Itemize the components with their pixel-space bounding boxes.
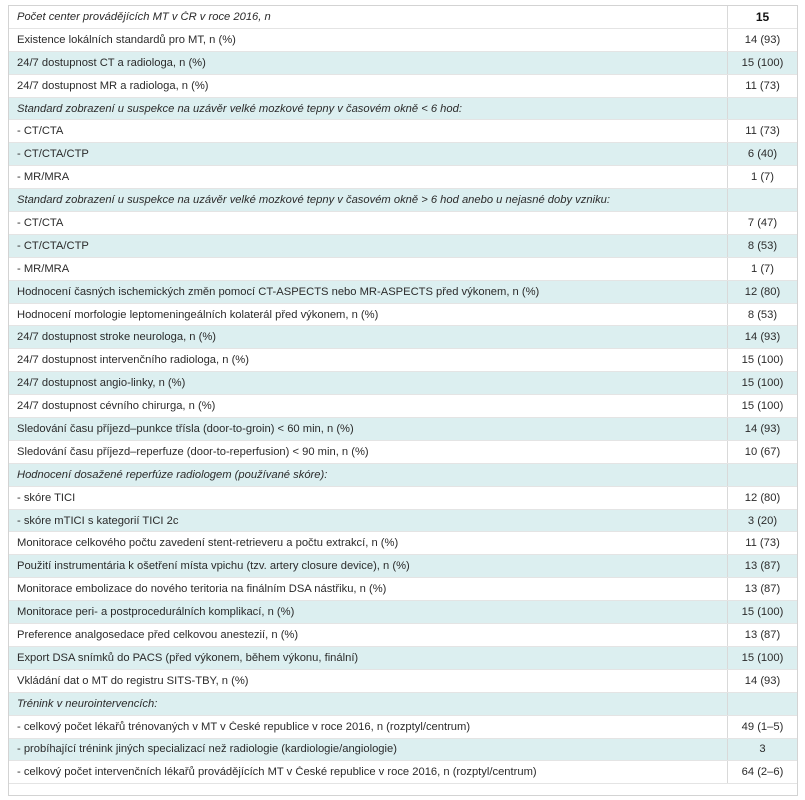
table-row bbox=[9, 166, 797, 189]
table-row bbox=[9, 624, 797, 647]
table-row bbox=[9, 120, 797, 143]
table-body bbox=[9, 6, 797, 784]
row-value: 14 (93) bbox=[727, 29, 797, 51]
table-row bbox=[9, 29, 797, 52]
row-label: - MR/MRA bbox=[17, 262, 70, 275]
row-label: Monitorace embolizace do nového teritoria na finálním DSA nástřiku, n (%) bbox=[17, 583, 387, 596]
table-row bbox=[9, 670, 797, 693]
table-row bbox=[9, 418, 797, 441]
table-row bbox=[9, 235, 797, 258]
row-label: - skóre TICI bbox=[17, 491, 76, 504]
table-row bbox=[9, 716, 797, 739]
table-row bbox=[9, 258, 797, 281]
table-row bbox=[9, 739, 797, 762]
table-row bbox=[9, 578, 797, 601]
row-label: Počet center provádějících MT v ČR v roce 2016, n bbox=[17, 10, 271, 23]
table-row bbox=[9, 395, 797, 418]
table-row bbox=[9, 532, 797, 555]
section-heading-row bbox=[9, 693, 797, 716]
row-value: 8 (53) bbox=[727, 304, 797, 326]
table-row bbox=[9, 487, 797, 510]
row-label: - CT/CTA/CTP bbox=[17, 148, 89, 161]
row-value: 15 bbox=[727, 6, 797, 28]
row-label: - probíhající trénink jiných specializací než radiologie (kardiologie/angiologie) bbox=[17, 743, 397, 756]
table-row bbox=[9, 281, 797, 304]
row-value: 6 (40) bbox=[727, 143, 797, 165]
table-header-row bbox=[9, 6, 797, 29]
row-label: Sledování času příjezd–punkce třísla (door-to-groin) < 60 min, n (%) bbox=[17, 422, 354, 435]
row-label: Monitorace peri- a postprocedurálních komplikací, n (%) bbox=[17, 606, 295, 619]
row-label: Trénink v neurointervencích: bbox=[17, 697, 158, 710]
row-label: - CT/CTA bbox=[17, 216, 64, 229]
row-label: - celkový počet intervenčních lékařů provádějících MT v České republice v roce 2016, n (rozptyl/centrum) bbox=[17, 766, 537, 779]
row-value: 15 (100) bbox=[727, 349, 797, 371]
row-value: 15 (100) bbox=[727, 52, 797, 74]
row-value: 3 (20) bbox=[727, 510, 797, 532]
row-value bbox=[727, 693, 797, 715]
row-value: 12 (80) bbox=[727, 281, 797, 303]
row-value: 13 (87) bbox=[727, 578, 797, 600]
table-row bbox=[9, 555, 797, 578]
row-value: 11 (73) bbox=[727, 532, 797, 554]
row-value bbox=[727, 464, 797, 486]
row-label: Sledování času příjezd–reperfuze (door-to-reperfusion) < 90 min, n (%) bbox=[17, 445, 369, 458]
row-label: 24/7 dostupnost stroke neurologa, n (%) bbox=[17, 331, 217, 344]
row-label: Monitorace celkového počtu zavedení stent-retrieveru a počtu extrakcí, n (%) bbox=[17, 537, 399, 550]
row-label: Standard zobrazení u suspekce na uzávěr velké mozkové tepny v časovém okně > 6 hod anebo u nejasné doby vzniku: bbox=[17, 194, 610, 207]
row-value: 15 (100) bbox=[727, 601, 797, 623]
row-label: - CT/CTA bbox=[17, 125, 64, 138]
table-row bbox=[9, 441, 797, 464]
table-row bbox=[9, 510, 797, 533]
section-heading-row bbox=[9, 98, 797, 121]
row-value: 10 (67) bbox=[727, 441, 797, 463]
table-row bbox=[9, 212, 797, 235]
row-label: Hodnocení časných ischemických změn pomocí CT-ASPECTS nebo MR-ASPECTS před výkonem, n (%) bbox=[17, 285, 540, 298]
table-row bbox=[9, 326, 797, 349]
row-label: Použití instrumentária k ošetření místa vpichu (tzv. artery closure device), n (%) bbox=[17, 560, 410, 573]
table-row bbox=[9, 372, 797, 395]
table-row bbox=[9, 761, 797, 784]
row-value: 3 bbox=[727, 739, 797, 761]
table-row bbox=[9, 601, 797, 624]
row-label: 24/7 dostupnost angio-linky, n (%) bbox=[17, 377, 186, 390]
row-label: - CT/CTA/CTP bbox=[17, 239, 89, 252]
row-label: Preference analgosedace před celkovou anestezií, n (%) bbox=[17, 628, 299, 641]
row-value: 13 (87) bbox=[727, 555, 797, 577]
row-label: 24/7 dostupnost cévního chirurga, n (%) bbox=[17, 400, 216, 413]
row-value bbox=[727, 98, 797, 120]
row-value: 14 (93) bbox=[727, 418, 797, 440]
row-label: Existence lokálních standardů pro MT, n (%) bbox=[17, 33, 236, 46]
table-row bbox=[9, 647, 797, 670]
row-value: 64 (2–6) bbox=[727, 761, 797, 783]
row-label: Export DSA snímků do PACS (před výkonem, během výkonu, finální) bbox=[17, 651, 359, 664]
row-value: 11 (73) bbox=[727, 75, 797, 97]
table-row bbox=[9, 143, 797, 166]
row-label: Hodnocení morfologie leptomeningeálních kolaterál před výkonem, n (%) bbox=[17, 308, 379, 321]
row-label: Hodnocení dosažené reperfúze radiologem (používané skóre): bbox=[17, 468, 328, 481]
row-value: 12 (80) bbox=[727, 487, 797, 509]
row-label: 24/7 dostupnost CT a radiologa, n (%) bbox=[17, 56, 206, 69]
row-label: Standard zobrazení u suspekce na uzávěr velké mozkové tepny v časovém okně < 6 hod: bbox=[17, 102, 462, 115]
row-label: Vkládání dat o MT do registru SITS-TBY, n (%) bbox=[17, 674, 249, 687]
row-label: - skóre mTICI s kategorií TICI 2c bbox=[17, 514, 179, 527]
row-label: 24/7 dostupnost intervenčního radiologa, n (%) bbox=[17, 354, 249, 367]
row-value: 11 (73) bbox=[727, 120, 797, 142]
row-value: 8 (53) bbox=[727, 235, 797, 257]
row-value: 15 (100) bbox=[727, 372, 797, 394]
row-label: - MR/MRA bbox=[17, 171, 70, 184]
table-row bbox=[9, 304, 797, 327]
table-row bbox=[9, 349, 797, 372]
row-value: 1 (7) bbox=[727, 258, 797, 280]
row-label: 24/7 dostupnost MR a radiologa, n (%) bbox=[17, 79, 209, 92]
table-row bbox=[9, 75, 797, 98]
row-value: 15 (100) bbox=[727, 647, 797, 669]
table-row bbox=[9, 52, 797, 75]
results-table bbox=[8, 5, 798, 796]
row-value: 49 (1–5) bbox=[727, 716, 797, 738]
row-value bbox=[727, 189, 797, 211]
section-heading-row bbox=[9, 189, 797, 212]
row-value: 13 (87) bbox=[727, 624, 797, 646]
row-value: 1 (7) bbox=[727, 166, 797, 188]
row-value: 7 (47) bbox=[727, 212, 797, 234]
row-value: 14 (93) bbox=[727, 670, 797, 692]
row-value: 15 (100) bbox=[727, 395, 797, 417]
section-heading-row bbox=[9, 464, 797, 487]
row-value: 14 (93) bbox=[727, 326, 797, 348]
row-label: - celkový počet lékařů trénovaných v MT v České republice v roce 2016, n (rozptyl/centrum) bbox=[17, 720, 471, 733]
